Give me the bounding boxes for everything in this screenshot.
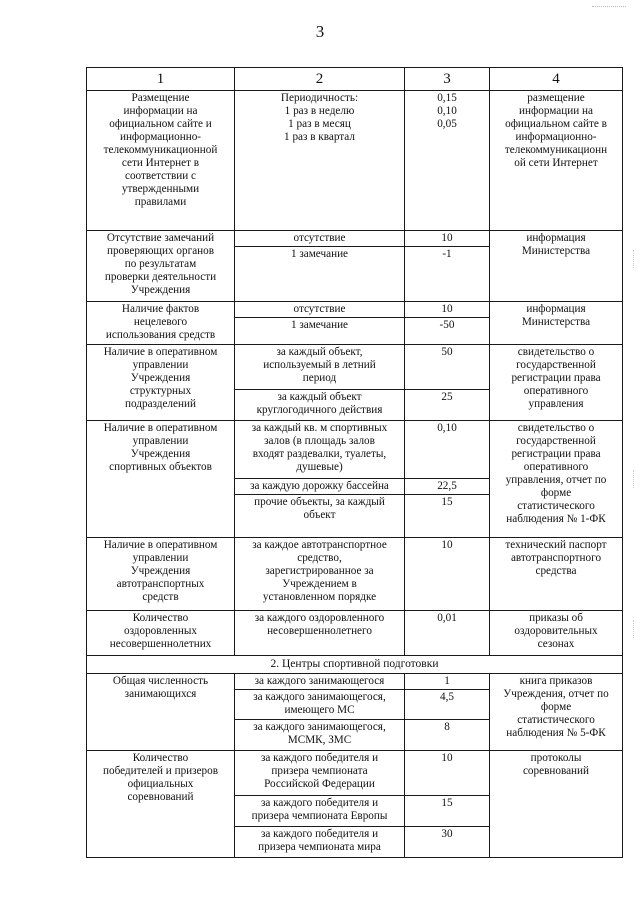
table-row [87, 538, 623, 611]
indicator-cell: Общая численность занимающихся [87, 674, 235, 751]
page-number: 3 [315, 22, 325, 41]
score-cell: 10 [405, 538, 490, 611]
score-cell: 10 [405, 302, 490, 318]
scan-artifact-side [633, 620, 636, 638]
table-row [87, 231, 623, 247]
scan-artifact-side [633, 470, 636, 488]
source-cell: технический паспорт автотранспортного средства [490, 538, 623, 611]
score-cell: 15 [405, 796, 490, 827]
score-cell: 15 [405, 495, 490, 538]
condition-cell: Периодичность: 1 раз в неделю 1 раз в месяц 1 раз в квартал [235, 91, 405, 231]
table-row [87, 302, 623, 318]
source-cell: информация Министерства [490, 231, 623, 302]
condition-cell: за каждую дорожку бассейна [235, 479, 405, 495]
score-cell: 0,01 [405, 611, 490, 656]
condition-cell: 1 замечание [235, 247, 405, 302]
score-cell: 25 [405, 390, 490, 421]
condition-cell: за каждый объект, используемый в летний период [235, 345, 405, 390]
section-row [87, 656, 623, 674]
source-cell: приказы об оздоровительных сезонах [490, 611, 623, 656]
indicator-cell: Количество оздоровленных несовершеннолетних [87, 611, 235, 656]
table-row [87, 611, 623, 656]
condition-cell: 1 замечание [235, 318, 405, 345]
condition-cell: за каждого оздоровленного несовершеннолетнего [235, 611, 405, 656]
indicator-cell: Наличие в оперативном управлении Учреждения автотранспортных средств [87, 538, 235, 611]
score-cell: -1 [405, 247, 490, 302]
indicator-cell: Отсутствие замечаний проверяющих органов по результатам проверки деятельности Учреждения [87, 231, 235, 302]
score-cell: 10 [405, 231, 490, 247]
source-cell: книга приказов Учреждения, отчет по форме статистического наблюдения № 5-ФК [490, 674, 623, 751]
source-cell: протоколы соревнований [490, 751, 623, 858]
table-row [87, 674, 623, 690]
condition-cell: прочие объекты, за каждый объект [235, 495, 405, 538]
score-cell: 8 [405, 720, 490, 751]
score-cell: 1 [405, 674, 490, 690]
table-row [87, 91, 623, 231]
score-cell: 0,10 [405, 421, 490, 479]
condition-cell: за каждого занимающегося, имеющего МС [235, 690, 405, 720]
column-header: 1 [87, 68, 235, 91]
table-row [87, 421, 623, 479]
condition-cell: за каждого победителя и призера чемпионата Российской Федерации [235, 751, 405, 796]
score-cell: 0,15 0,10 0,05 [405, 91, 490, 231]
column-header: 2 [235, 68, 405, 91]
source-cell: свидетельство о государственной регистрации права оперативного управления, отчет по форме статистического наблюдения № 1-ФК [490, 421, 623, 538]
score-cell: 22,5 [405, 479, 490, 495]
column-header: 4 [490, 68, 623, 91]
score-cell: 50 [405, 345, 490, 390]
condition-cell: за каждое автотранспортное средство, зарегистрированное за Учреждением в установленном порядке [235, 538, 405, 611]
indicator-cell: Размещение информации на официальном сайте и информационно- телекоммуникационной сети Интернет в соответствии с утвержденными правилами [87, 91, 235, 231]
condition-cell: за каждого победителя и призера чемпионата мира [235, 827, 405, 858]
scan-artifact-top [592, 6, 626, 10]
table-row [87, 751, 623, 796]
condition-cell: за каждого победителя и призера чемпионата Европы [235, 796, 405, 827]
source-cell: свидетельство о государственной регистрации права оперативного управления [490, 345, 623, 421]
condition-cell: за каждого занимающегося [235, 674, 405, 690]
criteria-table [86, 67, 623, 858]
table-header-row [87, 68, 623, 91]
score-cell: 10 [405, 751, 490, 796]
source-cell: информация Министерства [490, 302, 623, 345]
score-cell: -50 [405, 318, 490, 345]
condition-cell: за каждый кв. м спортивных залов (в площадь залов входят раздевалки, туалеты, душевые) [235, 421, 405, 479]
source-cell: размещение информации на официальном сайте в информационно- телекоммуникационн ой сети Интернет [490, 91, 623, 231]
condition-cell: отсутствие [235, 231, 405, 247]
condition-cell: за каждый объект круглогодичного действия [235, 390, 405, 421]
indicator-cell: Наличие в оперативном управлении Учреждения структурных подразделений [87, 345, 235, 421]
condition-cell: отсутствие [235, 302, 405, 318]
indicator-cell: Наличие в оперативном управлении Учреждения спортивных объектов [87, 421, 235, 538]
section-title: 2. Центры спортивной подготовки [87, 656, 623, 674]
scan-artifact-side [633, 250, 636, 268]
score-cell: 30 [405, 827, 490, 858]
score-cell: 4,5 [405, 690, 490, 720]
table-row [87, 345, 623, 390]
indicator-cell: Количество победителей и призеров официальных соревнований [87, 751, 235, 858]
column-header: 3 [405, 68, 490, 91]
indicator-cell: Наличие фактов нецелевого использования средств [87, 302, 235, 345]
condition-cell: за каждого занимающегося, МСМК, ЗМС [235, 720, 405, 751]
